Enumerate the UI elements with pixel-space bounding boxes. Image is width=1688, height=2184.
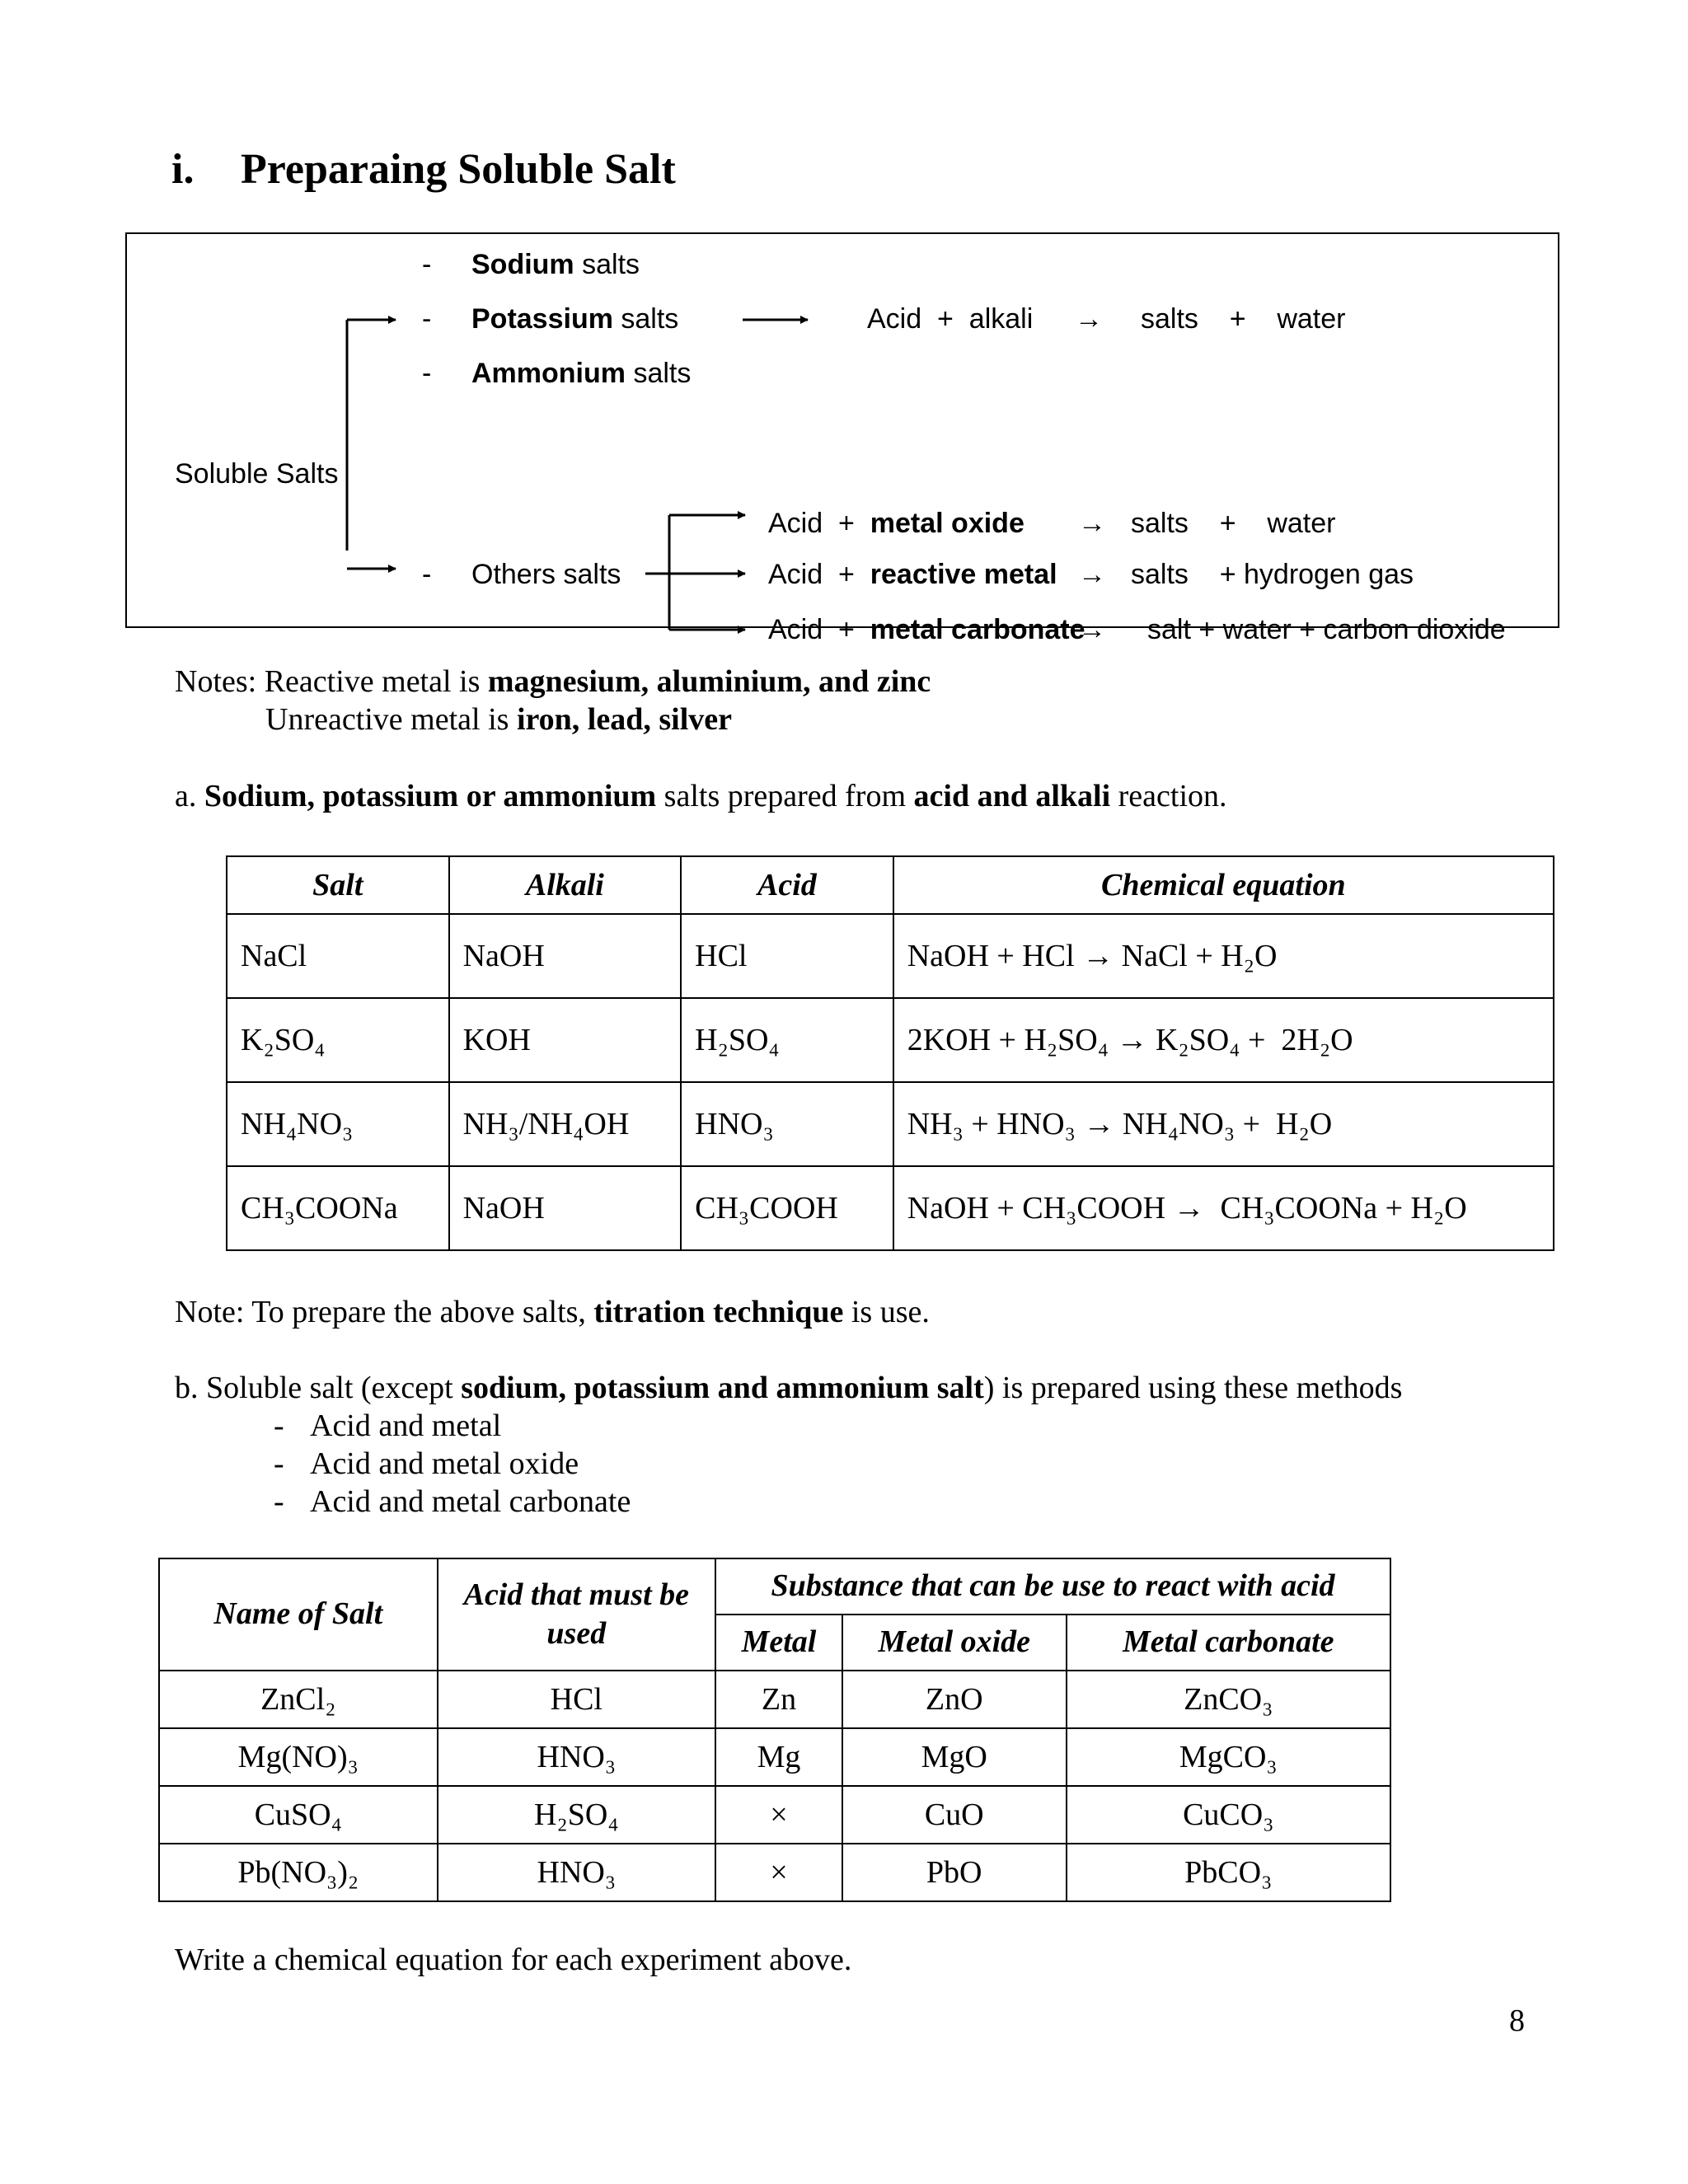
others-products-oxide: salts + water <box>1131 508 1336 539</box>
alkali-cell: KOH <box>449 998 682 1082</box>
column-header: Metal oxide <box>842 1615 1067 1671</box>
acid-cell: HCl <box>681 914 893 998</box>
oxide-cell: PbO <box>842 1844 1067 1901</box>
carbonate-cell: PbCO₃ <box>1067 1844 1390 1901</box>
group1-reactants: Acid + alkali <box>867 303 1034 335</box>
salt-cell: ZnCl₂ <box>159 1671 438 1728</box>
column-header: Chemical equation <box>893 856 1554 914</box>
column-header: Name of Salt <box>159 1558 438 1671</box>
table-row <box>159 1786 1390 1844</box>
salt-cell: K₂SO₄ <box>227 998 449 1082</box>
column-header: Metal carbonate <box>1067 1615 1390 1671</box>
soluble-salts-table <box>158 1558 1391 1902</box>
dash: - <box>422 559 432 590</box>
method-item: Acid and metal <box>310 1408 502 1443</box>
titration-note: Note: To prepare the above salts, titration technique is use. <box>175 1295 930 1329</box>
equation-cell: NaOH + CH₃COOH → CH₃COONa + H₂O <box>893 1166 1554 1250</box>
section-a-intro: a. Sodium, potassium or ammonium salts prepared from acid and alkali reaction. <box>175 779 1227 813</box>
acid-cell: H₂SO₄ <box>681 998 893 1082</box>
column-header: Acid <box>681 856 893 914</box>
group1-item: Ammonium salts <box>471 358 692 389</box>
group1-item: Sodium salts <box>471 249 640 280</box>
alkali-cell: NaOH <box>449 1166 682 1250</box>
others-reaction-oxide: Acid + metal oxide <box>768 508 1025 539</box>
equation-cell: NH₃ + HNO₃ → NH₄NO₃ + H₂O <box>893 1082 1554 1166</box>
column-header: Alkali <box>449 856 682 914</box>
carbonate-cell: ZnCO₃ <box>1067 1671 1390 1728</box>
carbonate-cell: MgCO₃ <box>1067 1728 1390 1786</box>
table-header-row <box>159 1558 1390 1615</box>
column-header: Metal <box>715 1615 842 1671</box>
method-item: Acid and metal carbonate <box>310 1484 631 1519</box>
acid-cell: H₂SO₄ <box>438 1786 716 1844</box>
reaction-arrow: → <box>1078 508 1106 539</box>
salt-cell: NaCl <box>227 914 449 998</box>
oxide-cell: ZnO <box>842 1671 1067 1728</box>
notes-line-2: Unreactive metal is iron, lead, silver <box>265 702 733 737</box>
alkali-salts-table <box>226 855 1554 1251</box>
table-row <box>159 1728 1390 1786</box>
section-number: i. <box>171 146 195 193</box>
group1-item: Potassium salts <box>471 303 679 335</box>
acid-cell: HNO₃ <box>681 1082 893 1166</box>
page-number: 8 <box>1509 2004 1525 2038</box>
others-products-carbonate: salt + water + carbon dioxide <box>1147 614 1506 645</box>
salt-cell: CH₃COONa <box>227 1166 449 1250</box>
column-header: Salt <box>227 856 449 914</box>
table-header-row <box>227 856 1554 914</box>
salt-cell: NH₄NO₃ <box>227 1082 449 1166</box>
metal-cell: Zn <box>715 1671 842 1728</box>
table-row <box>159 1671 1390 1728</box>
reaction-arrow: → <box>1075 303 1103 335</box>
section-b-intro: b. Soluble salt (except sodium, potassium and ammonium salt) is prepared using these methods <box>175 1371 1403 1405</box>
table-row <box>227 914 1554 998</box>
equation-cell: NaOH + HCl → NaCl + H₂O <box>893 914 1554 998</box>
acid-cell: CH₃COOH <box>681 1166 893 1250</box>
metal-cell: Mg <box>715 1728 842 1786</box>
table-row <box>159 1844 1390 1901</box>
diagram-root-label: Soluble Salts <box>175 458 339 490</box>
method-item: Acid and metal oxide <box>310 1446 579 1481</box>
column-header: Acid that must be used <box>438 1558 716 1671</box>
instruction-text: Write a chemical equation for each experiment above. <box>175 1943 852 1977</box>
table-row <box>227 998 1554 1082</box>
method-dash: - <box>274 1484 284 1519</box>
column-group-header: Substance that can be use to react with acid <box>715 1558 1390 1615</box>
oxide-cell: MgO <box>842 1728 1067 1786</box>
carbonate-cell: CuCO₃ <box>1067 1786 1390 1844</box>
method-dash: - <box>274 1446 284 1481</box>
salt-cell: CuSO₄ <box>159 1786 438 1844</box>
salt-cell: Pb(NO₃)₂ <box>159 1844 438 1901</box>
alkali-cell: NaOH <box>449 914 682 998</box>
notes-line-1: Notes: Reactive metal is magnesium, aluminium, and zinc <box>175 664 931 699</box>
section-title: Preparaing Soluble Salt <box>241 146 676 193</box>
metal-cell: × <box>715 1786 842 1844</box>
group1-products: salts + water <box>1141 303 1346 335</box>
table-row <box>227 1166 1554 1250</box>
acid-cell: HNO₃ <box>438 1844 716 1901</box>
oxide-cell: CuO <box>842 1786 1067 1844</box>
acid-cell: HNO₃ <box>438 1728 716 1786</box>
table-row <box>227 1082 1554 1166</box>
dash: - <box>422 358 432 389</box>
dash: - <box>422 249 432 280</box>
others-reaction-carbonate: Acid + metal carbonate <box>768 614 1085 645</box>
reaction-arrow: → <box>1078 614 1106 645</box>
alkali-cell: NH₃/NH₄OH <box>449 1082 682 1166</box>
dash: - <box>422 303 432 335</box>
metal-cell: × <box>715 1844 842 1901</box>
others-products-metal: salts + hydrogen gas <box>1131 559 1414 590</box>
reaction-arrow: → <box>1078 559 1106 590</box>
equation-cell: 2KOH + H₂SO₄ → K₂SO₄ + 2H₂O <box>893 998 1554 1082</box>
others-reaction-metal: Acid + reactive metal <box>768 559 1057 590</box>
acid-cell: HCl <box>438 1671 716 1728</box>
method-dash: - <box>274 1408 284 1443</box>
salt-cell: Mg(NO)₃ <box>159 1728 438 1786</box>
others-label: Others salts <box>471 559 621 590</box>
